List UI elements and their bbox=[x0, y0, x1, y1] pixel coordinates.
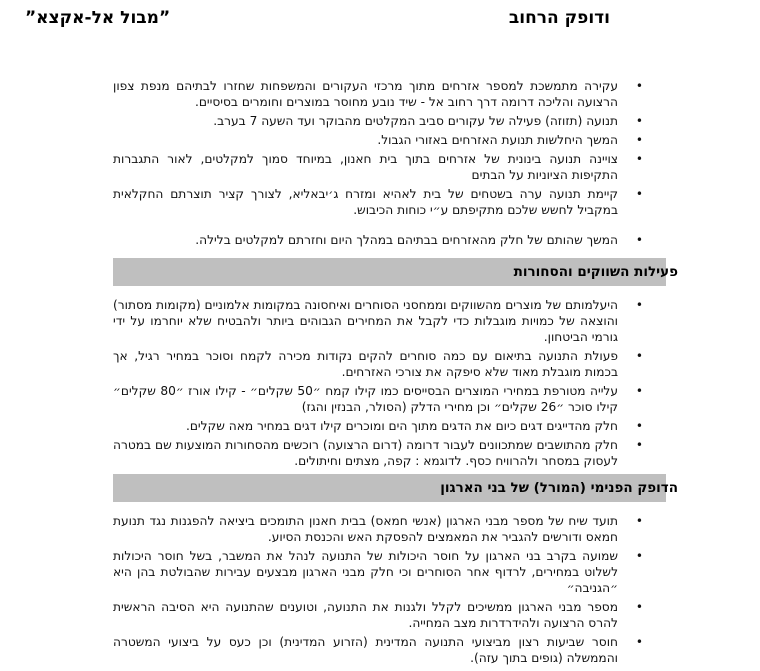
section2-list bbox=[113, 297, 648, 472]
header-right-title: ודופק הרחוב bbox=[508, 8, 610, 28]
header-left-title: ”מבול אל-אקצא” bbox=[25, 8, 171, 28]
item-text: עקירה מתמשכת למספר אזרחים מתוך מרכזי העקורים והמשפחות שחזרו לבתיהם מנפת צפון הרצועה והליכה דרומה דרך רחוב אל - שיד נובע מחוסר במוצרים וחומרים בסיסיים. bbox=[113, 79, 618, 109]
item-text: עלייה מטורפת במחירי המוצרים הבסייסים כמו קילו קמח ״50 שקלים״ - קילו אורז ״80 שקלים״ קילו סוכר ״26 שקלים״ וכן מחירי הדלק (הסולר, הבנזין והגז) bbox=[113, 384, 618, 414]
list-item bbox=[113, 78, 648, 110]
bullet-icon: • bbox=[635, 349, 643, 363]
item-text: היעלמותם של מוצרים מהשווקים וממחסני הסוחרים ואיחסונה במקומות אלמוניים (מקומות מסתור) והוצאה של כמויות מוגבלות כדי לקבל את המחירים הגבוהים ביותר ולהבטיח שלא יוחרמו על ידי גורמי הביטחון. bbox=[113, 298, 618, 344]
bullet-icon: • bbox=[635, 549, 643, 563]
bullet-icon: • bbox=[635, 384, 643, 398]
bullet-icon: • bbox=[635, 114, 643, 128]
list-item bbox=[113, 383, 648, 415]
list-item bbox=[113, 437, 648, 469]
bullet-icon: • bbox=[635, 298, 643, 312]
list-item bbox=[113, 232, 648, 248]
item-text: פעולת התנועה בתיאום עם כמה סוחרים להקים נקודות מכירה לקמח וסוכר במחיר רגיל, אך בכמות מוגבלת מאוד שלא סיפקה את צורכי האזרחים. bbox=[113, 349, 618, 379]
bullet-icon: • bbox=[635, 133, 643, 147]
section-title: פעילות השווקים והסחורות bbox=[513, 264, 678, 280]
bullet-icon: • bbox=[635, 635, 643, 649]
list-item bbox=[113, 297, 648, 345]
item-text: מספר מבני הארגון ממשיכים לקלל ולגנות את התנועה, וטוענים שהתנועה היא הסיבה הראשית להרס הרצועה ולהידרדרות מצב המחייה. bbox=[113, 600, 618, 630]
bullet-icon: • bbox=[635, 600, 643, 614]
item-text: צויינה תנועה בינונית של אזרחים בתוך בית חאנון, במיוחד סמוך למקלטים, לאור התגברות התקיפות הציוניות על הבתים bbox=[113, 152, 618, 182]
list-item bbox=[113, 418, 648, 434]
item-text: המשך שהותם של חלק מהאזרחים בבתיהם במהלך היום וחזרתם למקלטים בלילה. bbox=[195, 233, 618, 247]
item-text: חלק מהתושבים שמתכוונים לעבור דרומה (דרום הרצועה) רוכשים מהסחורות המוצעות שם במטרה לעסוק במסחר ולהרוויח כסף. לדוגמא : קפה, מצתים וחיתולים. bbox=[113, 438, 618, 468]
bullet-icon: • bbox=[635, 233, 643, 247]
section-title: הדופק הפנימי (המורל) של בני הארגון bbox=[440, 480, 678, 496]
list-item bbox=[113, 151, 648, 183]
bullet-icon: • bbox=[635, 419, 643, 433]
section3-list bbox=[113, 513, 648, 669]
item-text: המשך היחלשות תנועת האזרחים באזורי הגבול. bbox=[377, 133, 618, 147]
item-text: קיימת תנועה ערה בשטחים של בית לאהיא ומזרח ג׳יבאליא, לצורך קציר תוצרתם החקלאית במקביל לחשש שלכם מתקיפתם ע״י כוחות הכיבוש. bbox=[113, 187, 618, 217]
section-header-morale bbox=[113, 474, 678, 502]
item-text: תנועה (תזוזה) פעילה של עקורים סביב המקלטים מהבוקר ועד השעה 7 בערב. bbox=[213, 114, 618, 128]
list-item bbox=[113, 113, 648, 129]
list-item bbox=[113, 548, 648, 596]
item-text: חוסר שביעות רצון מביצועי התנועה המדינית (הזרוע המדינית) וכן כעס על ביצועי המשטרה והממשלה (גופים בתוך עזה). bbox=[113, 635, 618, 665]
bullet-icon: • bbox=[635, 438, 643, 452]
list-item bbox=[113, 348, 648, 380]
bullet-icon: • bbox=[635, 152, 643, 166]
item-text: שמועה בקרב בני הארגון על חוסר היכולות של התנועה לנהל את המשבר, בשל חוסר היכולות לשלוט במחירים, לרדוף אחר הסוחרים וכי חלק מבני הארגון מבצעים עבירות שהבולטת בהן היא ״הגניבה״ bbox=[113, 549, 618, 595]
list-item bbox=[113, 513, 648, 545]
list-item bbox=[113, 186, 648, 218]
bullet-icon: • bbox=[635, 514, 643, 528]
section-header-markets bbox=[113, 258, 678, 286]
section1-list bbox=[113, 78, 648, 251]
list-item bbox=[113, 599, 648, 631]
list-item bbox=[113, 132, 648, 148]
item-text: חלק מהדייגים דגים כיום את הדגים מתוך הים ומוכרים קילו דגים במחיר מאה שקלים. bbox=[185, 419, 618, 433]
bullet-icon: • bbox=[635, 187, 643, 201]
bullet-icon: • bbox=[635, 79, 643, 93]
list-item bbox=[113, 634, 648, 666]
item-text: תועד שיח של מספר מבני הארגון (אנשי חמאס) בבית חאנון התומכים ביציאה להפגנות נגד תנועת חמאס ודורשים להגביר את המאמצים להפסקת האש והכנסת הסיוע. bbox=[113, 514, 618, 544]
